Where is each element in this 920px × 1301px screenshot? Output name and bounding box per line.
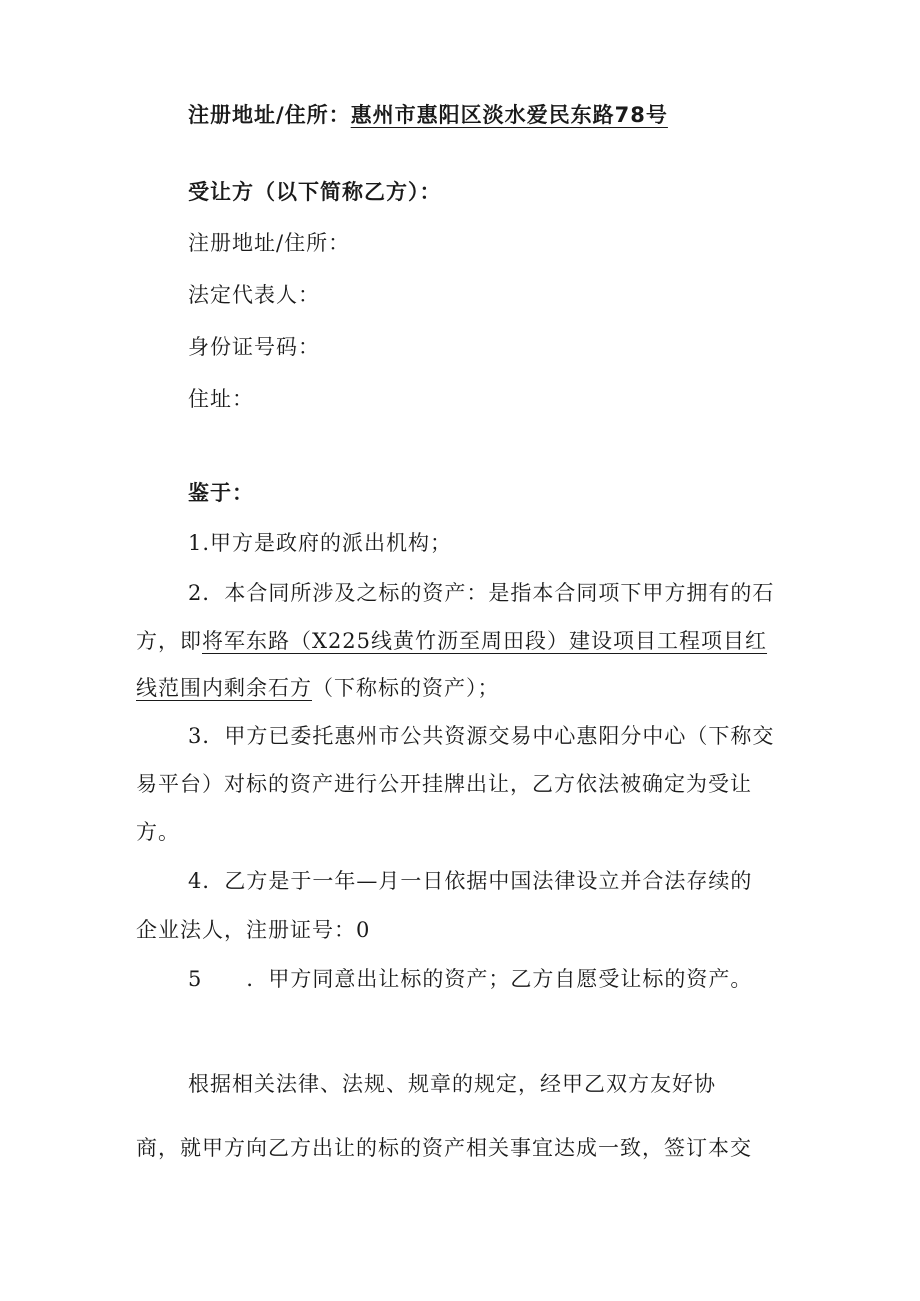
- whereas-item-5-number: 5: [188, 967, 203, 991]
- whereas-item-2-prefix: 方，即: [136, 629, 202, 653]
- whereas-item-2-line-1: 2．本合同所涉及之标的资产：是指本合同项下甲方拥有的石: [188, 581, 775, 605]
- whereas-item-3-line-3: 方。: [136, 820, 180, 844]
- closing-line-1: 根据相关法律、法规、规章的规定，经甲乙双方友好协: [188, 1072, 716, 1096]
- party-b-legal-rep-label: 法定代表人：: [188, 283, 320, 307]
- party-b-heading: 受让方（以下简称乙方）：: [188, 180, 442, 204]
- whereas-item-2-line-3: [136, 673, 500, 703]
- party-b-address-label: 注册地址/住所：: [188, 231, 351, 255]
- party-b-id-label: 身份证号码：: [188, 335, 320, 359]
- whereas-item-5: [188, 964, 752, 994]
- whereas-item-3-line-2: 易平台）对标的资产进行公开挂牌出让，乙方依法被确定为受让: [136, 772, 752, 796]
- whereas-item-1: 1.甲方是政府的派出机构；: [188, 531, 453, 555]
- whereas-heading: 鉴于：: [188, 481, 254, 505]
- closing-line-2: 商，就甲方向乙方出让的标的资产相关事宜达成一致，签订本交: [136, 1136, 752, 1160]
- whereas-item-2-project-scope: 线范围内剩余石方: [136, 676, 312, 700]
- whereas-item-2-suffix: （下称标的资产）；: [312, 676, 500, 700]
- party-b-residence-label: 住址：: [188, 387, 254, 411]
- whereas-item-5-text: ．甲方同意出让标的资产；乙方自愿受让标的资产。: [246, 967, 753, 991]
- party-a-address-line: [188, 100, 668, 130]
- party-a-address-value: 惠州市惠阳区淡水爱民东路78号: [350, 103, 668, 127]
- whereas-item-2-line-2: [136, 626, 767, 656]
- party-a-address-label: 注册地址/住所：: [188, 103, 351, 127]
- whereas-item-3-line-1: 3．甲方已委托惠州市公共资源交易中心惠阳分中心（下称交: [188, 724, 775, 748]
- whereas-item-4-line-2: 企业法人，注册证号：0: [136, 918, 371, 942]
- whereas-item-4-line-1: 4．乙方是于一年—月一日依据中国法律设立并合法存续的: [188, 869, 753, 893]
- whereas-item-2-project-name: 将军东路（X225线黄竹沥至周田段）建设项目工程项目红: [202, 629, 768, 653]
